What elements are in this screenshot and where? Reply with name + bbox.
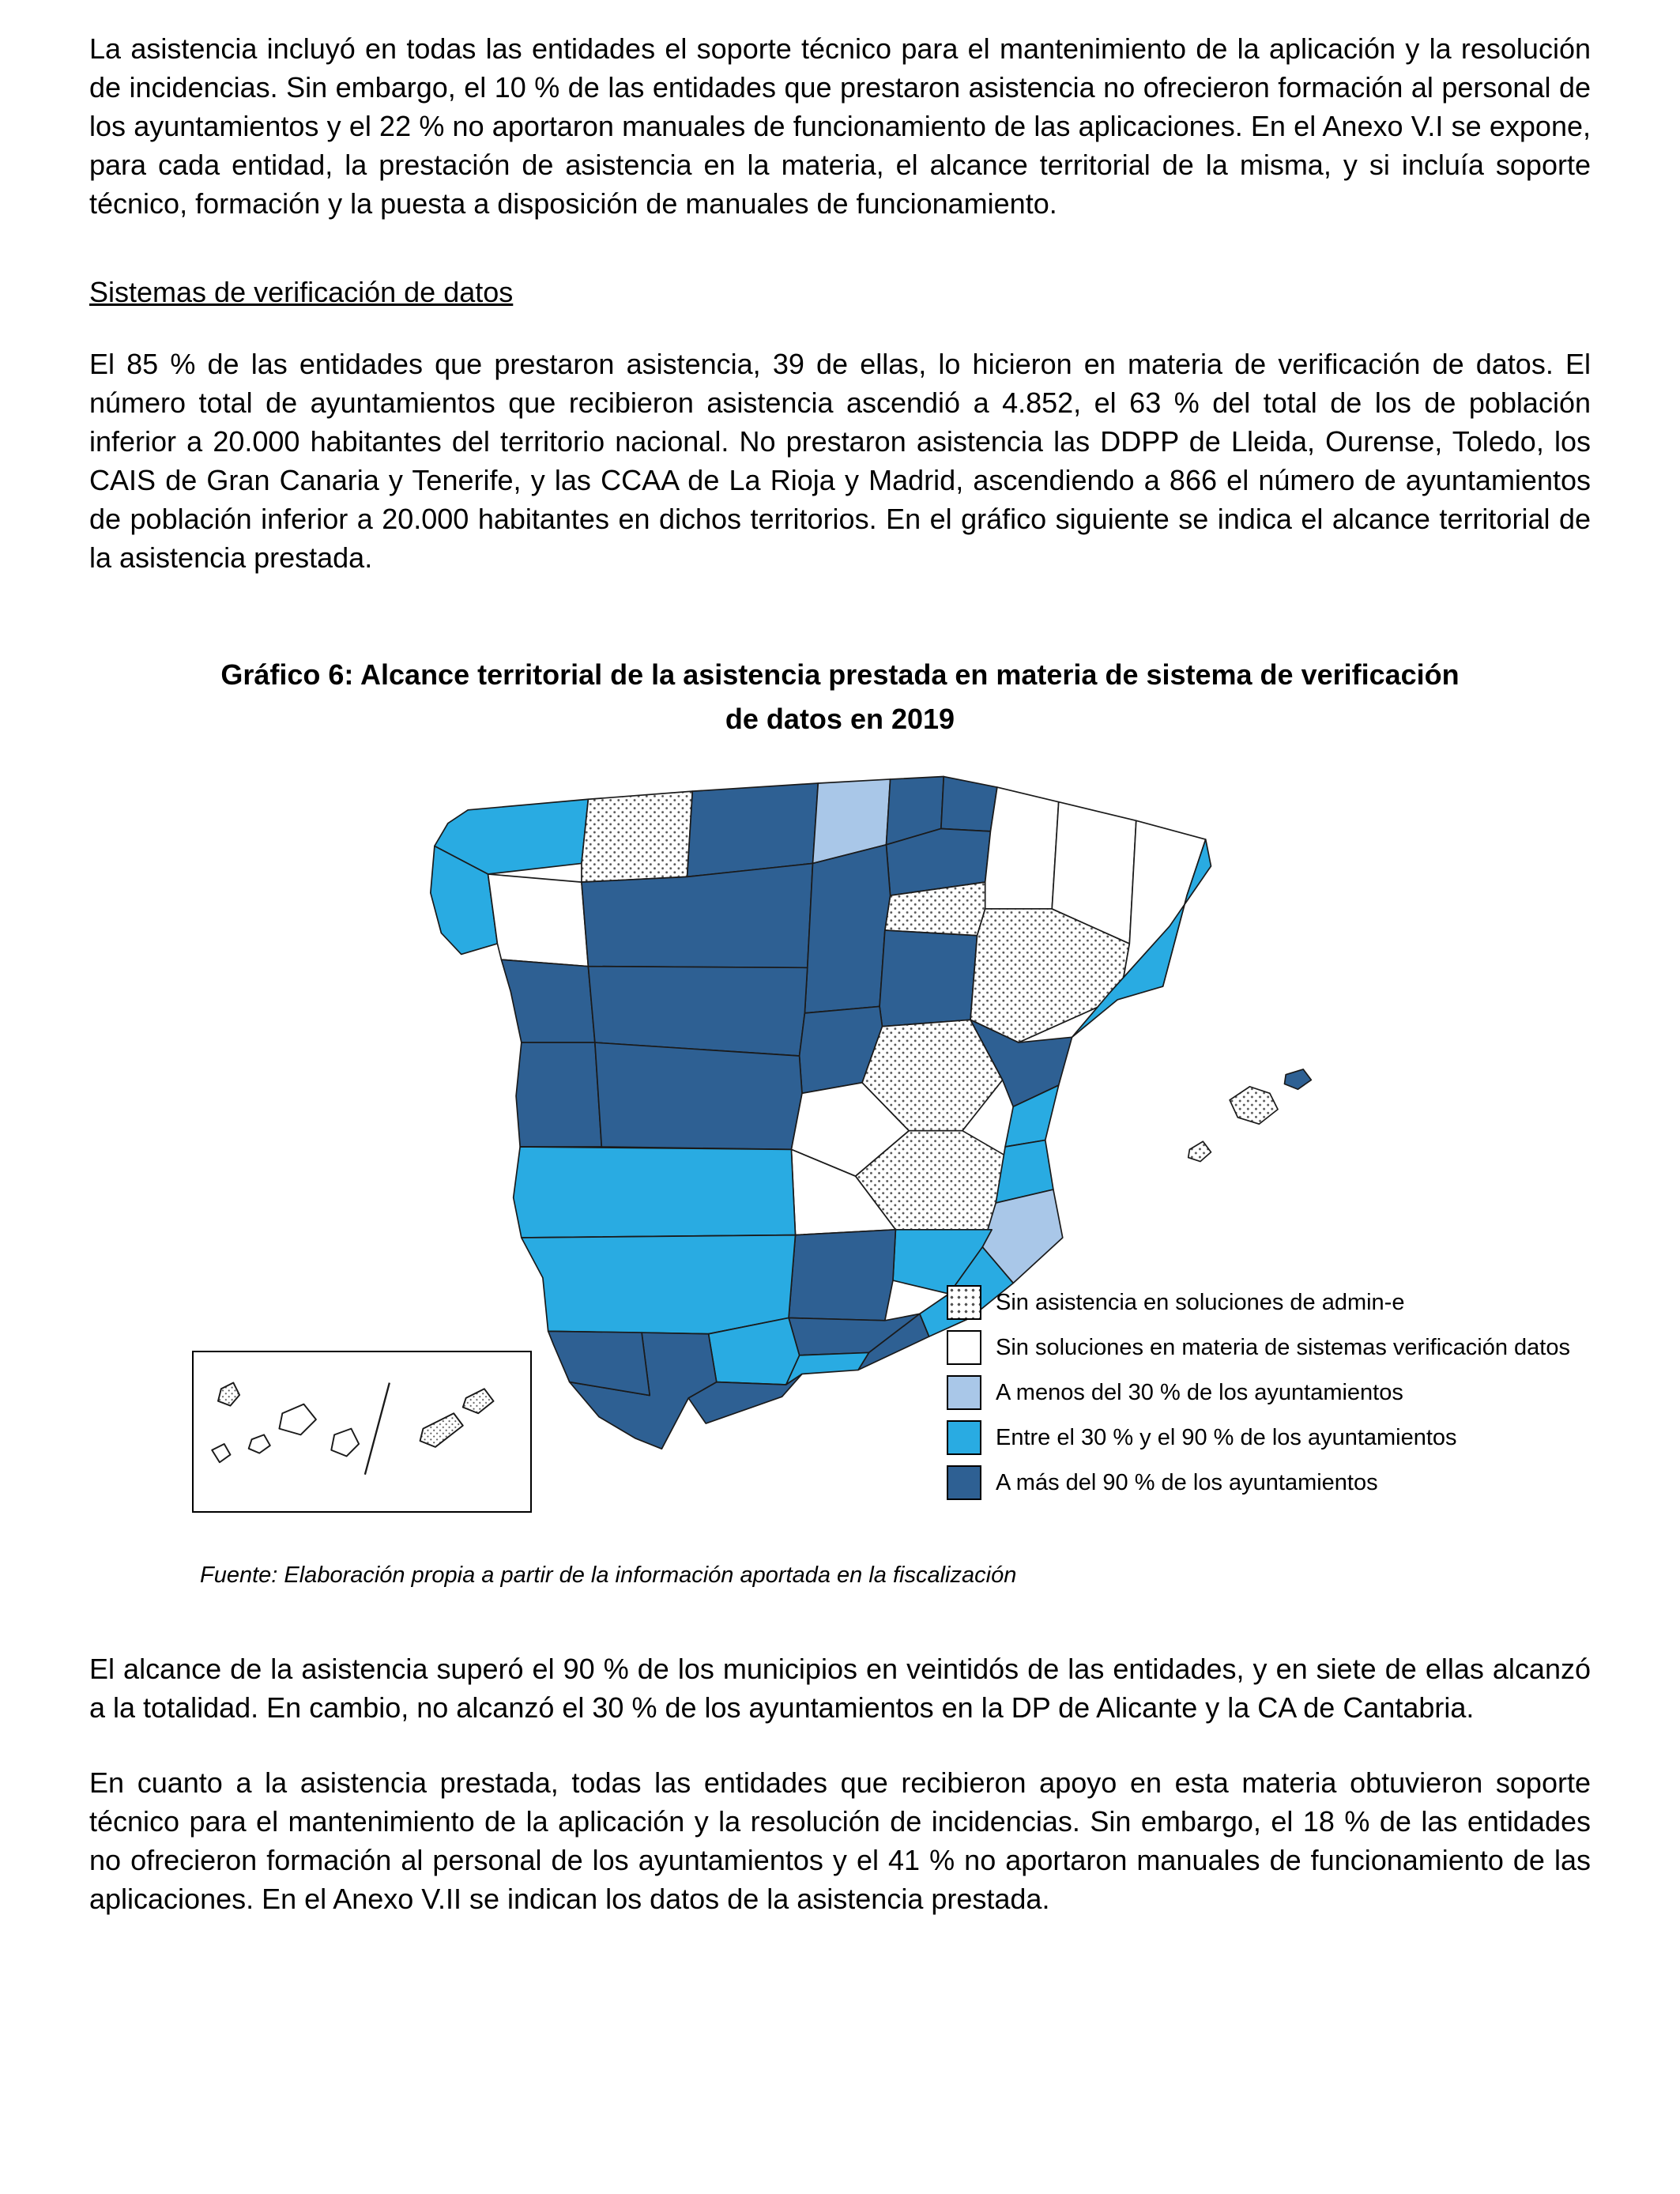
spain-choropleth-map bbox=[89, 762, 1591, 1540]
figure-source: Fuente: Elaboración propia a partir de la información aportada en la fiscalización bbox=[200, 1563, 1017, 1589]
map-legend bbox=[947, 1285, 1570, 1500]
region-ourense bbox=[488, 874, 589, 967]
figure-title bbox=[89, 653, 1591, 741]
region-zamora bbox=[501, 959, 594, 1042]
legend-item-lt30 bbox=[947, 1375, 1570, 1410]
region-lanzarote bbox=[463, 1389, 494, 1413]
region-caceres bbox=[514, 1147, 796, 1238]
legend-item-gt90 bbox=[947, 1465, 1570, 1500]
legend-swatch-lt30 bbox=[947, 1375, 981, 1410]
canarias-inset-box bbox=[192, 1351, 532, 1513]
legend-label-between30_90: Entre el 30 % y el 90 % de los ayuntamientos bbox=[996, 1424, 1457, 1450]
legend-label-gt90: A más del 90 % de los ayuntamientos bbox=[996, 1469, 1378, 1495]
region-el-hierro bbox=[212, 1444, 230, 1462]
legend-label-no_verificacion: Sin soluciones en materia de sistemas verificación datos bbox=[996, 1334, 1570, 1360]
region-tenerife bbox=[279, 1404, 315, 1435]
canarias-map bbox=[194, 1352, 530, 1511]
region-gipuzkoa bbox=[941, 777, 997, 831]
legend-swatch-no_admin_e bbox=[947, 1285, 981, 1320]
region-ibiza bbox=[1188, 1141, 1211, 1161]
region-lugo bbox=[582, 791, 692, 882]
region-ciudad-real bbox=[789, 1230, 895, 1321]
region-menorca bbox=[1284, 1069, 1311, 1089]
region-salamanca bbox=[516, 1042, 601, 1147]
region-navarra bbox=[985, 787, 1059, 909]
figure-title-line2: de datos en 2019 bbox=[725, 703, 955, 736]
legend-item-no_admin_e bbox=[947, 1285, 1570, 1320]
legend-label-lt30: A menos del 30 % de los ayuntamientos bbox=[996, 1379, 1403, 1405]
region-burgos bbox=[804, 845, 890, 1013]
region-la-palma bbox=[218, 1383, 239, 1406]
region-gran-canaria bbox=[331, 1429, 359, 1457]
region-fuerteventura bbox=[420, 1413, 463, 1447]
legend-swatch-no_verificacion bbox=[947, 1330, 981, 1365]
legend-swatch-gt90 bbox=[947, 1465, 981, 1500]
legend-label-no_admin_e: Sin asistencia en soluciones de admin-e bbox=[996, 1289, 1405, 1315]
inset-divider-line bbox=[365, 1383, 390, 1475]
paragraph-verificacion-datos: El 85 % de las entidades que prestaron asistencia, 39 de ellas, lo hicieron en materia de verificación de datos. El número total de ayuntamientos que recibieron asistencia ascendió a 4.852, el 63 % del total de los de población inferior a 20.000 habitantes del territorio nacional. No prestaron asistencia las DDPP de Lleida, Ourense, Toledo, los CAIS de Gran Canaria y Tenerife, y las CCAA de La Rioja y Madrid, ascendiendo a 866 el número de ayuntamientos de población inferior a 20.000 habitantes en dichos territorios. En el gráfico siguiente se indica el alcance territorial de la asistencia prestada. bbox=[89, 347, 1591, 574]
region-soria bbox=[880, 930, 977, 1027]
legend-item-no_verificacion bbox=[947, 1330, 1570, 1365]
region-asturias bbox=[687, 783, 819, 876]
region-valladolid bbox=[588, 967, 807, 1056]
legend-swatch-between30_90 bbox=[947, 1420, 981, 1455]
figure-title-line1: Gráfico 6: Alcance territorial de la asistencia prestada en materia de sistema de verificación bbox=[220, 658, 1460, 692]
paragraph-asistencia-soporte: La asistencia incluyó en todas las entidades el soporte técnico para el mantenimiento de la aplicación y la resolución de incidencias. Sin embargo, el 10 % de las entidades que prestaron asistencia no ofrecieron formación al personal de los ayuntamientos y el 22 % no aportaron manuales de funcionamiento de las aplicaciones. En el Anexo V.I se expone, para cada entidad, la prestación de asistencia en la materia, el alcance territorial de la misma, y si incluía soporte técnico, formación y la puesta a disposición de manuales de funcionamiento. bbox=[89, 32, 1591, 220]
paragraph-asistencia-prestada: En cuanto a la asistencia prestada, todas las entidades que recibieron apoyo en esta materia obtuvieron soporte técnico para el mantenimiento de la aplicación y la resolución de incidencias. Sin embargo, el 18 % de las entidades no ofrecieron formación al personal de los ayuntamientos y el 41 % no aportaron manuales de funcionamiento de las aplicaciones. En el Anexo V.II se indican los datos de la asistencia prestada. bbox=[89, 1766, 1591, 1915]
legend-item-between30_90 bbox=[947, 1420, 1570, 1455]
region-la-gomera bbox=[249, 1434, 270, 1453]
region-huelva bbox=[548, 1331, 650, 1395]
heading-sistemas-verificacion: Sistemas de verificación de datos bbox=[89, 275, 514, 308]
region-badajoz bbox=[522, 1235, 796, 1334]
region-mallorca bbox=[1230, 1087, 1278, 1124]
region-avila bbox=[595, 1042, 802, 1149]
paragraph-alcance: El alcance de la asistencia superó el 90 % de los municipios en veintidós de las entidades, y en siete de ellas alcanzó a la totalidad. En cambio, no alcanzó el 30 % de los ayuntamientos en la DP de Alicante y la CA de Cantabria. bbox=[89, 1653, 1591, 1725]
